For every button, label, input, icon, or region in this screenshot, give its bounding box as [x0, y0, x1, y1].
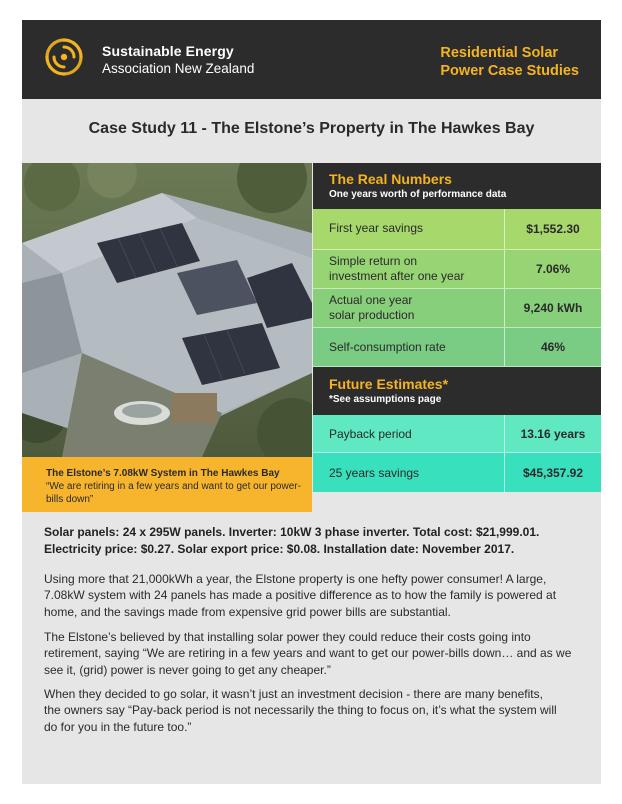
org-name-line1: Sustainable Energy: [102, 43, 234, 59]
swirl-logo-icon: [44, 37, 84, 77]
body-paragraph-3: [44, 686, 584, 735]
paragraph-line: do for you in the future too.”: [44, 719, 192, 734]
row-label: First year savings: [329, 221, 424, 235]
header-bar: [22, 20, 601, 99]
row-value: $45,357.92: [522, 466, 584, 480]
caption-quote: “We are retiring in a few years and want to get our power-bills down”: [46, 481, 301, 505]
series-title-line2: Power Case Studies: [440, 63, 579, 79]
future-estimates-title: Future Estimates*: [329, 376, 449, 392]
paragraph-line: see it, (grid) power is never going to get any cheaper.”: [44, 662, 331, 677]
row-value: 46%: [540, 340, 566, 354]
paragraph-line: 7.08kW system with 24 panels has made a positive difference as to how the family is powered at: [44, 588, 557, 603]
row-value: 9,240 kWh: [523, 301, 583, 315]
row-label-line1: Actual one year: [329, 293, 413, 307]
property-photo: [22, 163, 312, 457]
numbers-panel: [313, 163, 601, 492]
body-paragraph-2: [44, 629, 584, 678]
row-label: 25 years savings: [329, 466, 420, 480]
org-name-line2: Association New Zealand: [102, 61, 255, 76]
future-estimates-subtitle: *See assumptions page: [329, 394, 442, 405]
real-numbers-subtitle: One years worth of performance data: [329, 189, 507, 200]
specs-line2: Electricity price: $0.27. Solar export price: $0.08. Installation date: November 2017.: [44, 542, 515, 556]
row-self-consumption: [313, 328, 601, 367]
specs-line1: Solar panels: 24 x 295W panels. Inverter: 10kW 3 phase inverter. Total cost: $21,999.01.: [44, 525, 540, 539]
system-specs: [44, 524, 584, 558]
row-value: 7.06%: [535, 262, 571, 276]
row-payback-period: [313, 415, 601, 453]
row-label-line2: solar production: [329, 308, 415, 322]
row-label-line1: Simple return on: [329, 254, 418, 268]
caption-title: The Elstone’s 7.08kW System in The Hawkes Bay: [46, 468, 280, 479]
real-numbers-title: The Real Numbers: [329, 171, 452, 187]
paragraph-line: Using more that 21,000kWh a year, the Elstone property is one hefty power consumer! A large,: [44, 572, 547, 586]
row-solar-production: [313, 289, 601, 328]
case-study-title: Case Study 11 - The Elstone’s Property in The Hawkes Bay: [88, 120, 535, 137]
series-title: [440, 44, 579, 80]
row-label: Payback period: [329, 427, 412, 441]
paragraph-line: The Elstone’s believed by that installing solar power they could reduce their costs going into: [44, 630, 531, 644]
row-label: Self-consumption rate: [329, 340, 446, 354]
paragraph-line: the owners say “Pay-back period is not necessarily the thing to focus on, it’s what the system will: [44, 703, 557, 718]
org-name: [102, 42, 254, 78]
row-simple-return: [313, 250, 601, 289]
photo-caption: [22, 457, 312, 512]
row-label-line2: investment after one year: [329, 269, 465, 283]
real-numbers-header: [313, 163, 601, 209]
body-paragraph-1: [44, 571, 584, 620]
paragraph-line: retirement, saying “We are retiring in a few years and want to get our power-bills down… and as we: [44, 646, 572, 661]
paragraph-line: When they decided to go solar, it wasn’t just an investment decision - there are many benefits,: [44, 687, 543, 701]
row-25-year-savings: [313, 453, 601, 492]
series-title-line1: Residential Solar: [440, 45, 559, 61]
paragraph-line: home, and the savings made from expensive grid power bills are substantial.: [44, 604, 451, 619]
case-study-page: [22, 20, 601, 784]
row-first-year-savings: [313, 209, 601, 250]
row-value: 13.16 years: [520, 427, 586, 441]
row-value: $1,552.30: [526, 222, 580, 236]
future-estimates-header: [313, 367, 601, 415]
